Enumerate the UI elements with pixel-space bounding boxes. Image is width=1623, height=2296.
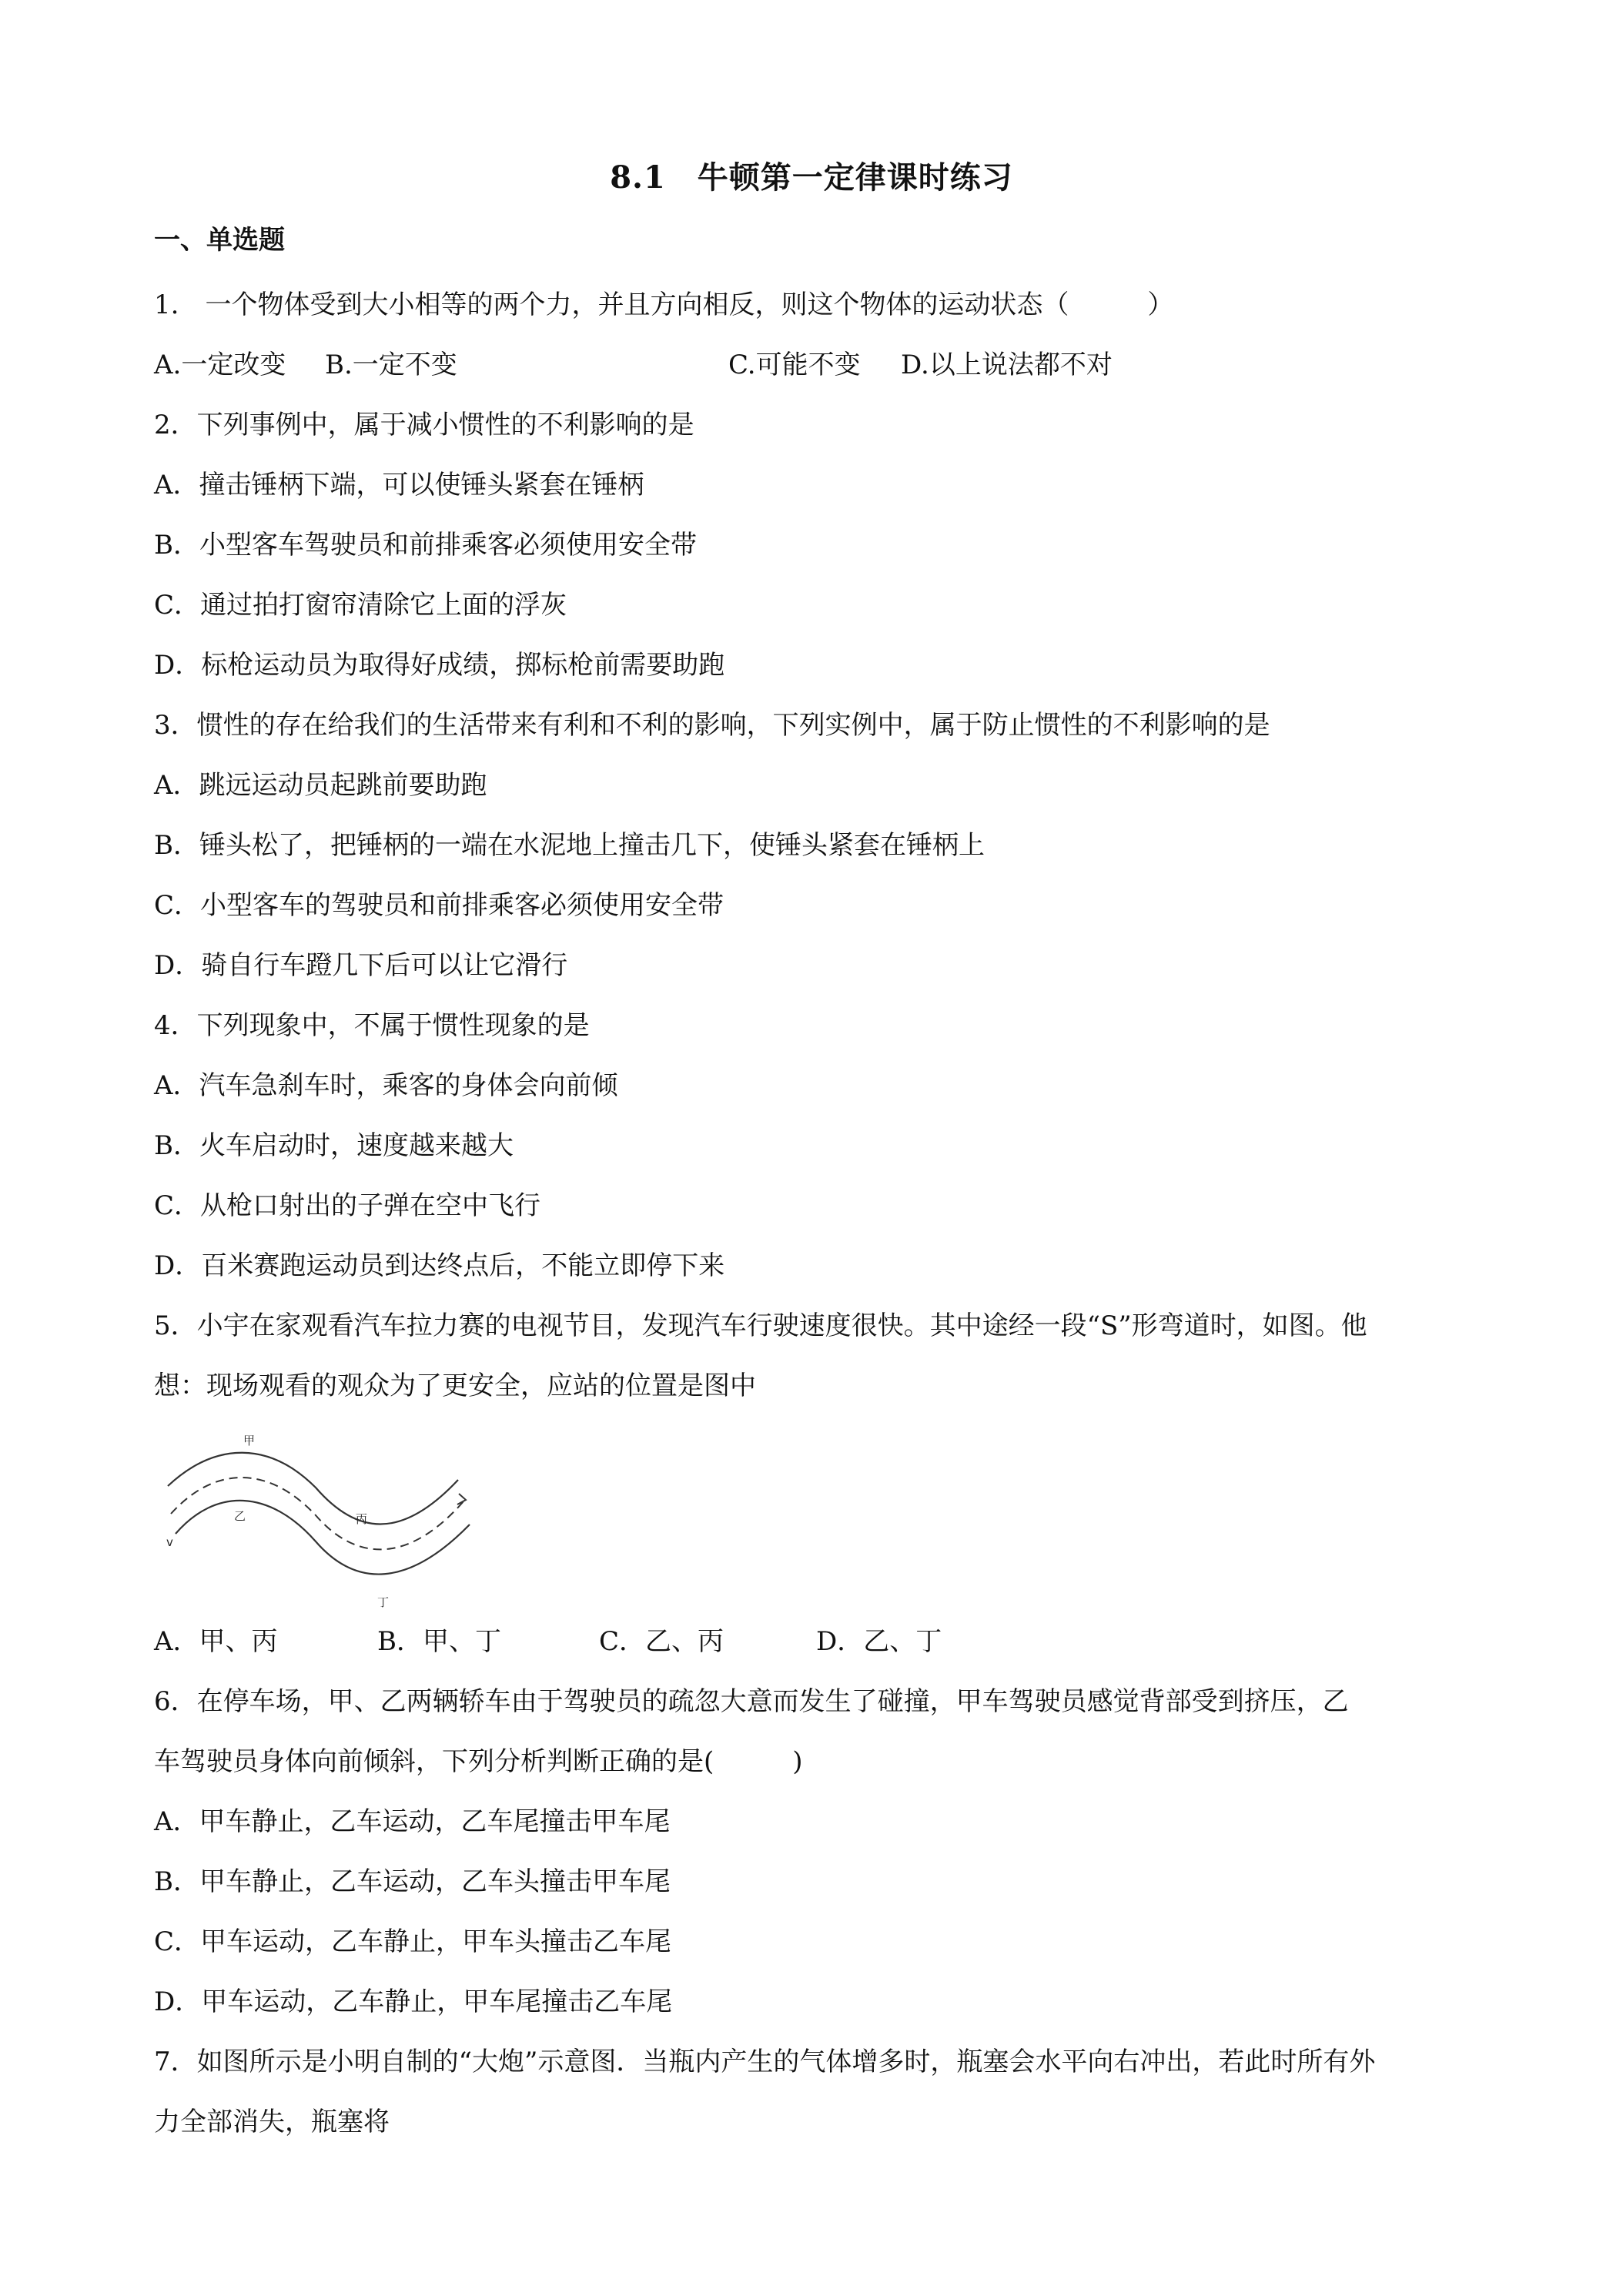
question-2-stem: 2．下列事例中，属于减小惯性的不利影响的是 xyxy=(154,410,694,440)
question-6-stem-line1: 6．在停车场，甲、乙两辆轿车由于驾驶员的疏忽大意而发生了碰撞，甲车驾驶员感觉背部受到挤压，乙 xyxy=(154,1686,1349,1717)
q2-option-d[interactable]: D．标枪运动员为取得好成绩，掷标枪前需要助跑 xyxy=(154,650,725,681)
position-label-bing: 丙 xyxy=(356,1512,368,1526)
question-5-stem-line2: 想：现场观看的观众为了更安全，应站的位置是图中 xyxy=(154,1371,756,1401)
path-arrow-icon xyxy=(457,1494,466,1504)
q5-option-b[interactable]: B．甲、丁 xyxy=(377,1626,501,1657)
q1-option-b[interactable]: B.一定不变 xyxy=(325,350,457,380)
q1-option-c[interactable]: C.可能不变 xyxy=(728,350,861,380)
q3-option-d[interactable]: D．骑自行车蹬几下后可以让它滑行 xyxy=(154,950,568,981)
q6-option-b[interactable]: B．甲车静止，乙车运动，乙车头撞击甲车尾 xyxy=(154,1866,671,1897)
position-label-jia: 甲 xyxy=(243,1434,256,1448)
page-title: 8.1 牛顿第一定律课时练习 xyxy=(610,159,1013,196)
question-6-stem-line2: 车驾驶员身体向前倾斜，下列分析判断正确的是( ) xyxy=(154,1746,803,1777)
q5-option-d[interactable]: D．乙、丁 xyxy=(816,1626,942,1657)
q1-option-d[interactable]: D.以上说法都不对 xyxy=(901,350,1113,380)
q5-option-a[interactable]: A．甲、丙 xyxy=(154,1626,278,1657)
question-3-stem: 3．惯性的存在给我们的生活带来有利和不利的影响，下列实例中，属于防止惯性的不利影响的是 xyxy=(154,710,1270,741)
q6-option-a[interactable]: A．甲车静止，乙车运动，乙车尾撞击甲车尾 xyxy=(154,1806,671,1837)
velocity-label: v xyxy=(166,1535,173,1549)
q4-option-d[interactable]: D．百米赛跑运动员到达终点后，不能立即停下来 xyxy=(154,1250,725,1281)
question-1-stem: 1. 一个物体受到大小相等的两个力，并且方向相反，则这个物体的运动状态（ ） xyxy=(154,290,1174,320)
question-5-stem-line1: 5．小宇在家观看汽车拉力赛的电视节目，发现汽车行驶速度很快。其中途经一段“S”形弯道时，如图。他 xyxy=(154,1310,1367,1341)
question-7-stem-line2: 力全部消失，瓶塞将 xyxy=(154,2107,390,2137)
question-4-stem: 4．下列现象中，不属于惯性现象的是 xyxy=(154,1010,590,1041)
q2-option-c[interactable]: C．通过拍打窗帘清除它上面的浮灰 xyxy=(154,590,567,621)
q4-option-c[interactable]: C．从枪口射出的子弹在空中飞行 xyxy=(154,1190,541,1221)
s-curve-road-figure xyxy=(154,1434,493,1609)
q4-option-b[interactable]: B．火车启动时，速度越来越大 xyxy=(154,1130,514,1161)
q3-option-a[interactable]: A．跳远运动员起跳前要助跑 xyxy=(154,770,487,801)
road-inner-edge xyxy=(176,1501,470,1575)
section-heading: 一、单选题 xyxy=(154,225,285,256)
road-outer-edge xyxy=(168,1453,458,1525)
q5-option-c[interactable]: C．乙、丙 xyxy=(599,1626,724,1657)
q2-option-b[interactable]: B．小型客车驾驶员和前排乘客必须使用安全带 xyxy=(154,530,697,561)
q3-option-c[interactable]: C．小型客车的驾驶员和前排乘客必须使用安全带 xyxy=(154,890,724,921)
q2-option-a[interactable]: A．撞击锤柄下端，可以使锤头紧套在锤柄 xyxy=(154,470,644,500)
question-7-stem-line1: 7．如图所示是小明自制的“大炮”示意图．当瓶内产生的气体增多时，瓶塞会水平向右冲出，若此时所有外 xyxy=(154,2047,1376,2077)
q4-option-a[interactable]: A．汽车急刹车时，乘客的身体会向前倾 xyxy=(154,1070,618,1101)
q3-option-b[interactable]: B．锤头松了，把锤柄的一端在水泥地上撞击几下，使锤头紧套在锤柄上 xyxy=(154,830,985,861)
q6-option-c[interactable]: C．甲车运动，乙车静止，甲车头撞击乙车尾 xyxy=(154,1926,672,1957)
q6-option-d[interactable]: D．甲车运动，乙车静止，甲车尾撞击乙车尾 xyxy=(154,1986,673,2017)
q1-option-a[interactable]: A.一定改变 xyxy=(154,350,286,380)
position-label-ding: 丁 xyxy=(377,1595,390,1609)
position-label-yi: 乙 xyxy=(234,1509,246,1523)
